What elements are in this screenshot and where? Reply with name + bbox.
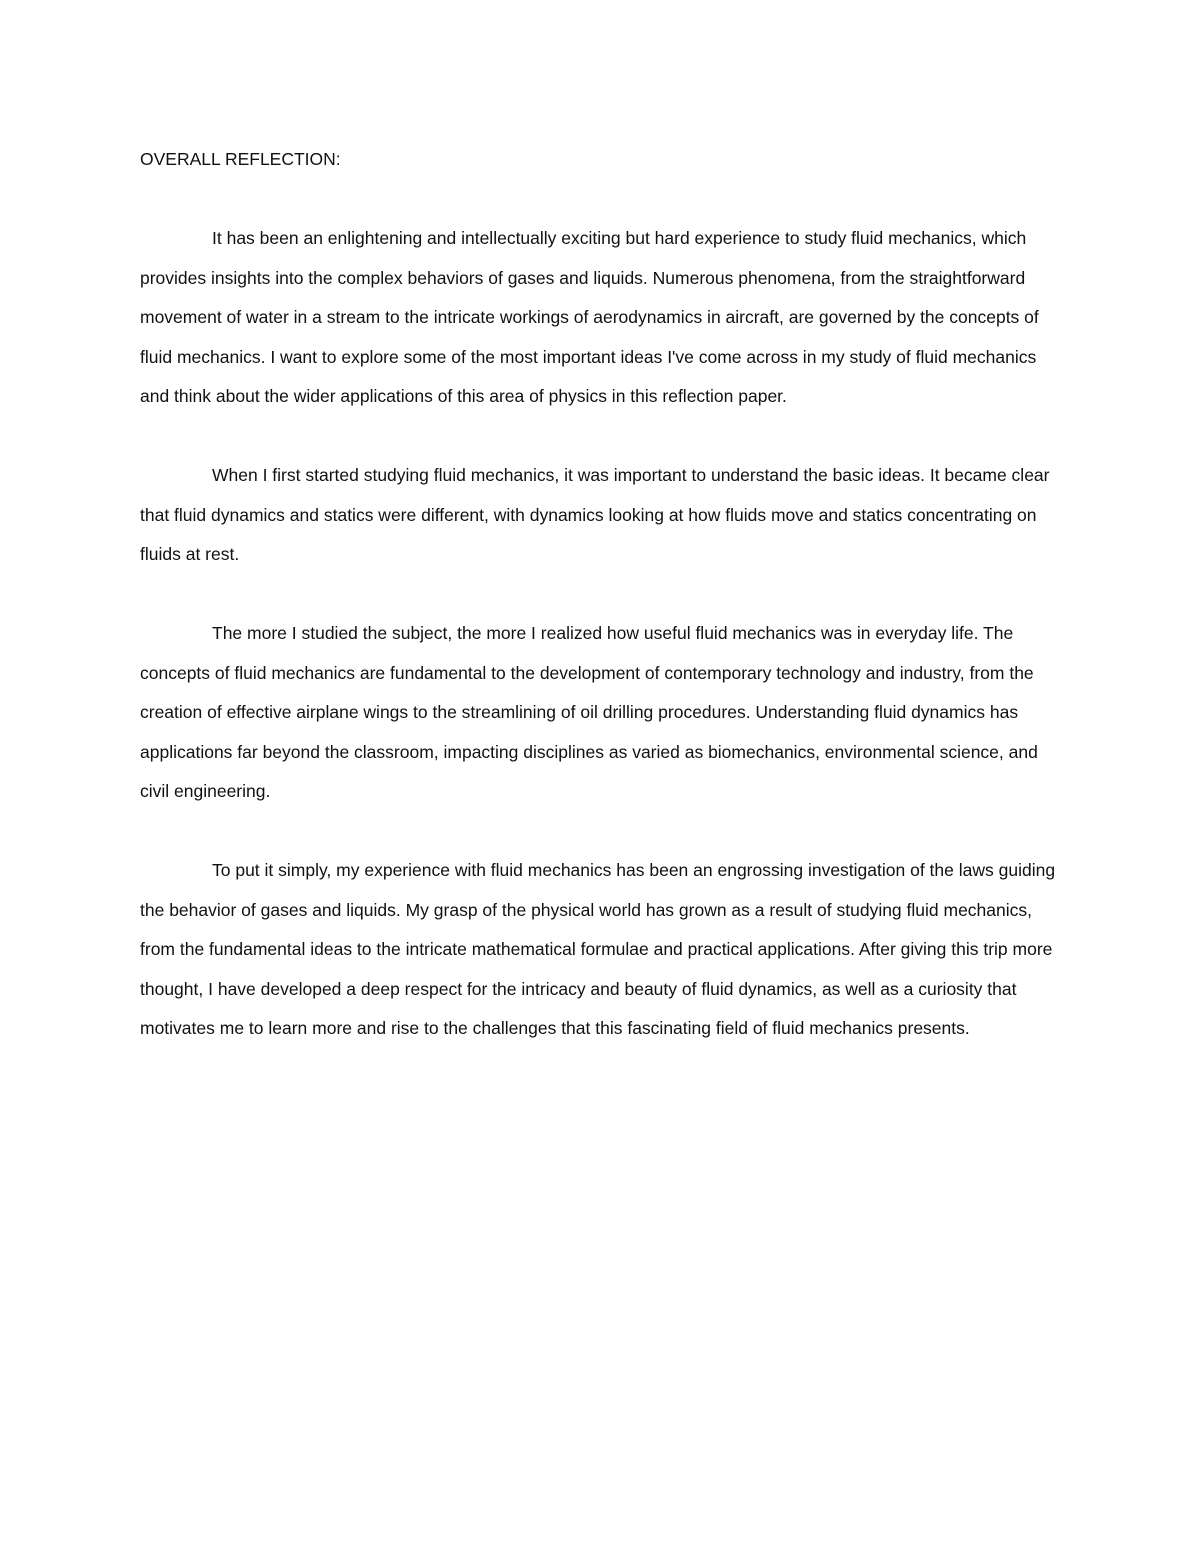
document-body xyxy=(140,140,1060,1049)
document-heading: OVERALL REFLECTION: xyxy=(140,149,341,169)
paragraph-basics: When I first started studying fluid mechanics, it was important to understand the basic ideas. It became clear that fluid dynamics and statics were different, with dynamics looking at how fluids move and statics concentrating on fluids at rest. xyxy=(140,465,1050,564)
paragraph-applications: The more I studied the subject, the more I realized how useful fluid mechanics was in everyday life. The concepts of fluid mechanics are fundamental to the development of contemporary technology and industry, from the creation of effective airplane wings to the streamlining of oil drilling procedures. Understanding fluid dynamics has applications far beyond the classroom, impacting disciplines as varied as biomechanics, environmental science, and civil engineering. xyxy=(140,623,1038,801)
paragraph-conclusion: To put it simply, my experience with fluid mechanics has been an engrossing investigation of the laws guiding the behavior of gases and liquids. My grasp of the physical world has grown as a result of studying fluid mechanics, from the fundamental ideas to the intricate mathematical formulae and practical applications. After giving this trip more thought, I have developed a deep respect for the intricacy and beauty of fluid dynamics, as well as a curiosity that motivates me to learn more and rise to the challenges that this fascinating field of fluid mechanics presents. xyxy=(140,860,1056,1038)
paragraph-intro: It has been an enlightening and intellectually exciting but hard experience to study fluid mechanics, which provides insights into the complex behaviors of gases and liquids. Numerous phenomena, from the straightforward movement of water in a stream to the intricate workings of aerodynamics in aircraft, are governed by the concepts of fluid mechanics. I want to explore some of the most important ideas I've come across in my study of fluid mechanics and think about the wider applications of this area of physics in this reflection paper. xyxy=(140,228,1039,406)
